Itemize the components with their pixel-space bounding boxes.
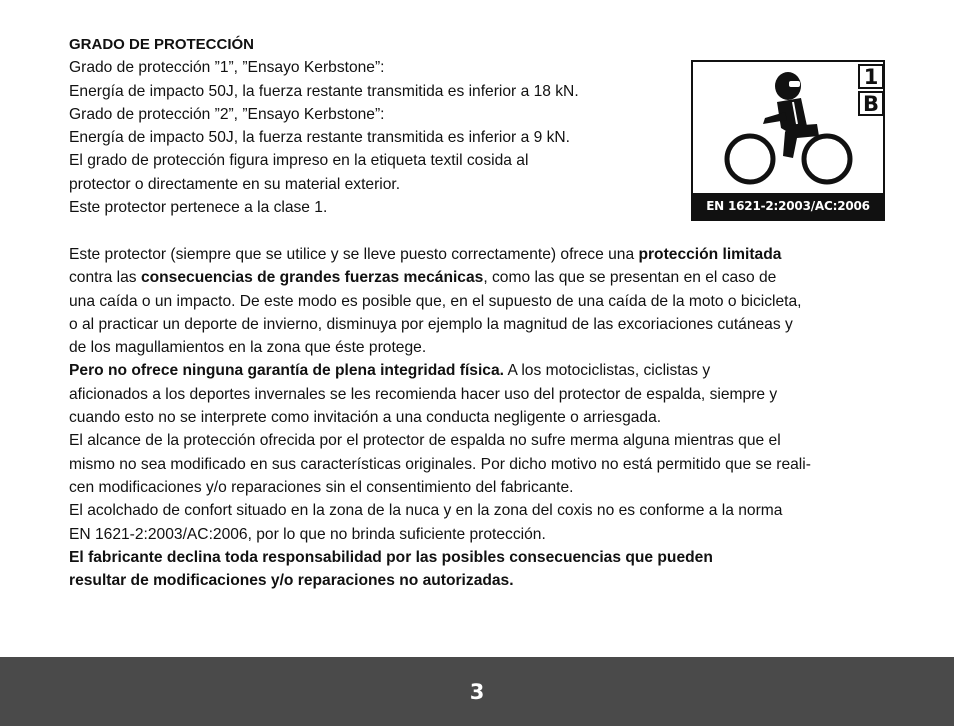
bold-phrase: Pero no ofrece ninguna garantía de plena integridad física. — [69, 362, 504, 380]
page-number: 3 — [469, 679, 485, 704]
section-heading: GRADO DE PROTECCIÓN — [69, 36, 255, 53]
disclaimer-line: resultar de modificaciones y/o reparaciones no autorizadas. — [69, 572, 514, 590]
text-line: o al practicar un deporte de invierno, disminuya por ejemplo la magnitud de las excoriaciones cutáneas y — [69, 315, 793, 333]
text-line: El acolchado de confort situado en la zona de la nuca y en la zona del coxis no es conforme a la norma — [69, 502, 783, 520]
text-line: El alcance de la protección ofrecida por el protector de espalda no sufre merma alguna mientras que el — [69, 432, 781, 450]
motorcyclist-icon — [693, 62, 883, 192]
text-line: aficionados a los deportes invernales se les recomienda hacer uso del protector de espalda, siempre y — [69, 385, 778, 403]
text-line: Este protector pertenece a la clase 1. — [69, 199, 328, 217]
text-line: protector o directamente en su material exterior. — [69, 175, 401, 193]
body-text — [69, 243, 884, 592]
text-line: cen modificaciones y/o reparaciones sin el consentimiento del fabricante. — [69, 478, 574, 496]
disclaimer-paragraph — [69, 546, 884, 593]
ce-protection-label — [691, 60, 885, 221]
text-line: Energía de impacto 50J, la fuerza restante transmitida es inferior a 9 kN. — [69, 129, 570, 147]
text-line: Grado de protección ”1”, ”Ensayo Kerbstone”: — [69, 59, 385, 77]
text-line: Grado de protección ”2”, ”Ensayo Kerbstone”: — [69, 105, 385, 123]
bold-phrase: consecuencias de grandes fuerzas mecánicas — [140, 269, 484, 287]
text-line: mismo no sea modificado en sus características originales. Por dicho motivo no está permitido que se reali- — [69, 455, 811, 473]
paragraph — [69, 499, 884, 546]
standard-code: EN 1621-2:2003/AC:2006 — [693, 193, 883, 219]
text-line: Energía de impacto 50J, la fuerza restante transmitida es inferior a 18 kN. — [69, 82, 579, 100]
paragraph — [69, 359, 884, 429]
text-line: contra las consecuencias de grandes fuerzas mecánicas, como las que se presentan en el caso de — [69, 269, 777, 287]
text-line: de los magullamientos en la zona que éste protege. — [69, 339, 427, 357]
text-line: cuando esto no se interprete como invitación a una conducta negligente o arriesgada. — [69, 409, 662, 427]
protection-level-section — [69, 33, 669, 219]
bold-phrase: protección limitada — [638, 246, 782, 263]
text-line: El grado de protección figura impreso en la etiqueta textil cosida al — [69, 152, 529, 170]
paragraph — [69, 429, 884, 499]
text-line: Pero no ofrece ninguna garantía de plena integridad física. A los motociclistas, ciclistas y — [69, 362, 711, 380]
class-number-box: 1 — [858, 64, 884, 89]
text-line: EN 1621-2:2003/AC:2006, por lo que no brinda suficiente protección. — [69, 525, 546, 543]
class-letter-box: B — [858, 91, 884, 116]
text-line: una caída o un impacto. De este modo es posible que, en el supuesto de una caída de la moto o bicicleta, — [69, 292, 802, 310]
footer-bar — [0, 657, 954, 726]
disclaimer-line: El fabricante declina toda responsabilidad por las posibles consecuencias que pueden — [69, 548, 713, 566]
paragraph — [69, 243, 884, 359]
text-line: Este protector (siempre que se utilice y se lleve puesto correctamente) ofrece una protección limitada — [69, 246, 782, 263]
